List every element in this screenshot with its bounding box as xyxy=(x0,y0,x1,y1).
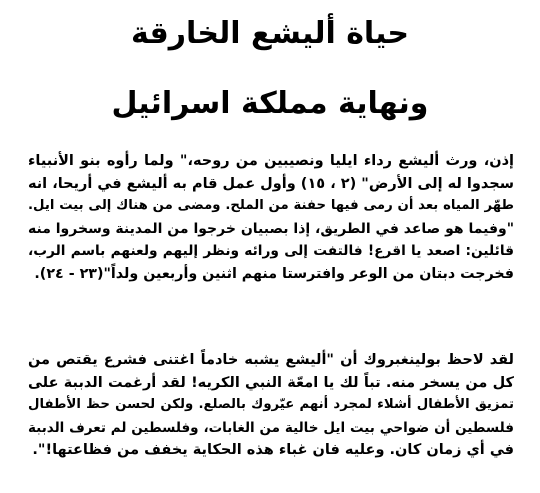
paragraph-line: تمزيق الأطفال أشلاء لمجرد أنهم عيّروك بالصلع. ولكن لحسن حظ الأطفال xyxy=(28,397,514,412)
paragraph-line: قائلين: اصعد يا اقرع! فالتفت إلى ورائه ونظر إليهم ولعنهم باسم الرب، xyxy=(28,243,514,259)
paragraph-line: في أي زمان كان. وعليه فان غباء هذه الحكاية يخفف من فظاعتها!". xyxy=(32,442,514,458)
paragraph-1 xyxy=(28,150,514,285)
paragraph-2 xyxy=(28,349,514,462)
chapter-title-line-1: حياة أليشع الخارقة xyxy=(130,16,410,51)
paragraph-line: لقد لاحظ بولينغبروك أن "أليشع يشبه خادماً اغتنى فشرع يقتص من xyxy=(28,352,514,368)
paragraph-line: طهّر المياه بعد أن رمى فيها حفنة من الملح. ومضى من هناك إلى بيت ايل. xyxy=(28,198,514,213)
paragraph-line: كل من يسخر منه. تباً لك يا امعّة النبي الكريه! لقد أرغمت الدببة على xyxy=(28,374,514,391)
paragraph-line: "وفيما هو صاعد في الطريق، إذا بصبيان خرجوا من المدينة وسخروا منه xyxy=(28,220,514,237)
paragraph-line: إذن، ورث أليشع رداء ايليا ونصيبين من روحه،" ولما رأوه بنو الأنبياء xyxy=(28,153,514,169)
paragraph-line: سجدوا له إلى الأرض" (٢ ، ١٥) وأول عمل قام به أليشع في أريحا، انه xyxy=(27,175,514,192)
paragraph-line: فلسطين أن ضواحي بيت ايل خالية من الغابات، وفلسطين لم تعرف الدببة xyxy=(28,419,514,436)
paragraph-line: فخرجت دبتان من الوعر وافترستا منهم اثنين وأربعين ولداً"(٢٣ - ٢٤). xyxy=(34,265,514,282)
chapter-title-line-2: ونهاية مملكة اسرائيل xyxy=(111,86,429,121)
